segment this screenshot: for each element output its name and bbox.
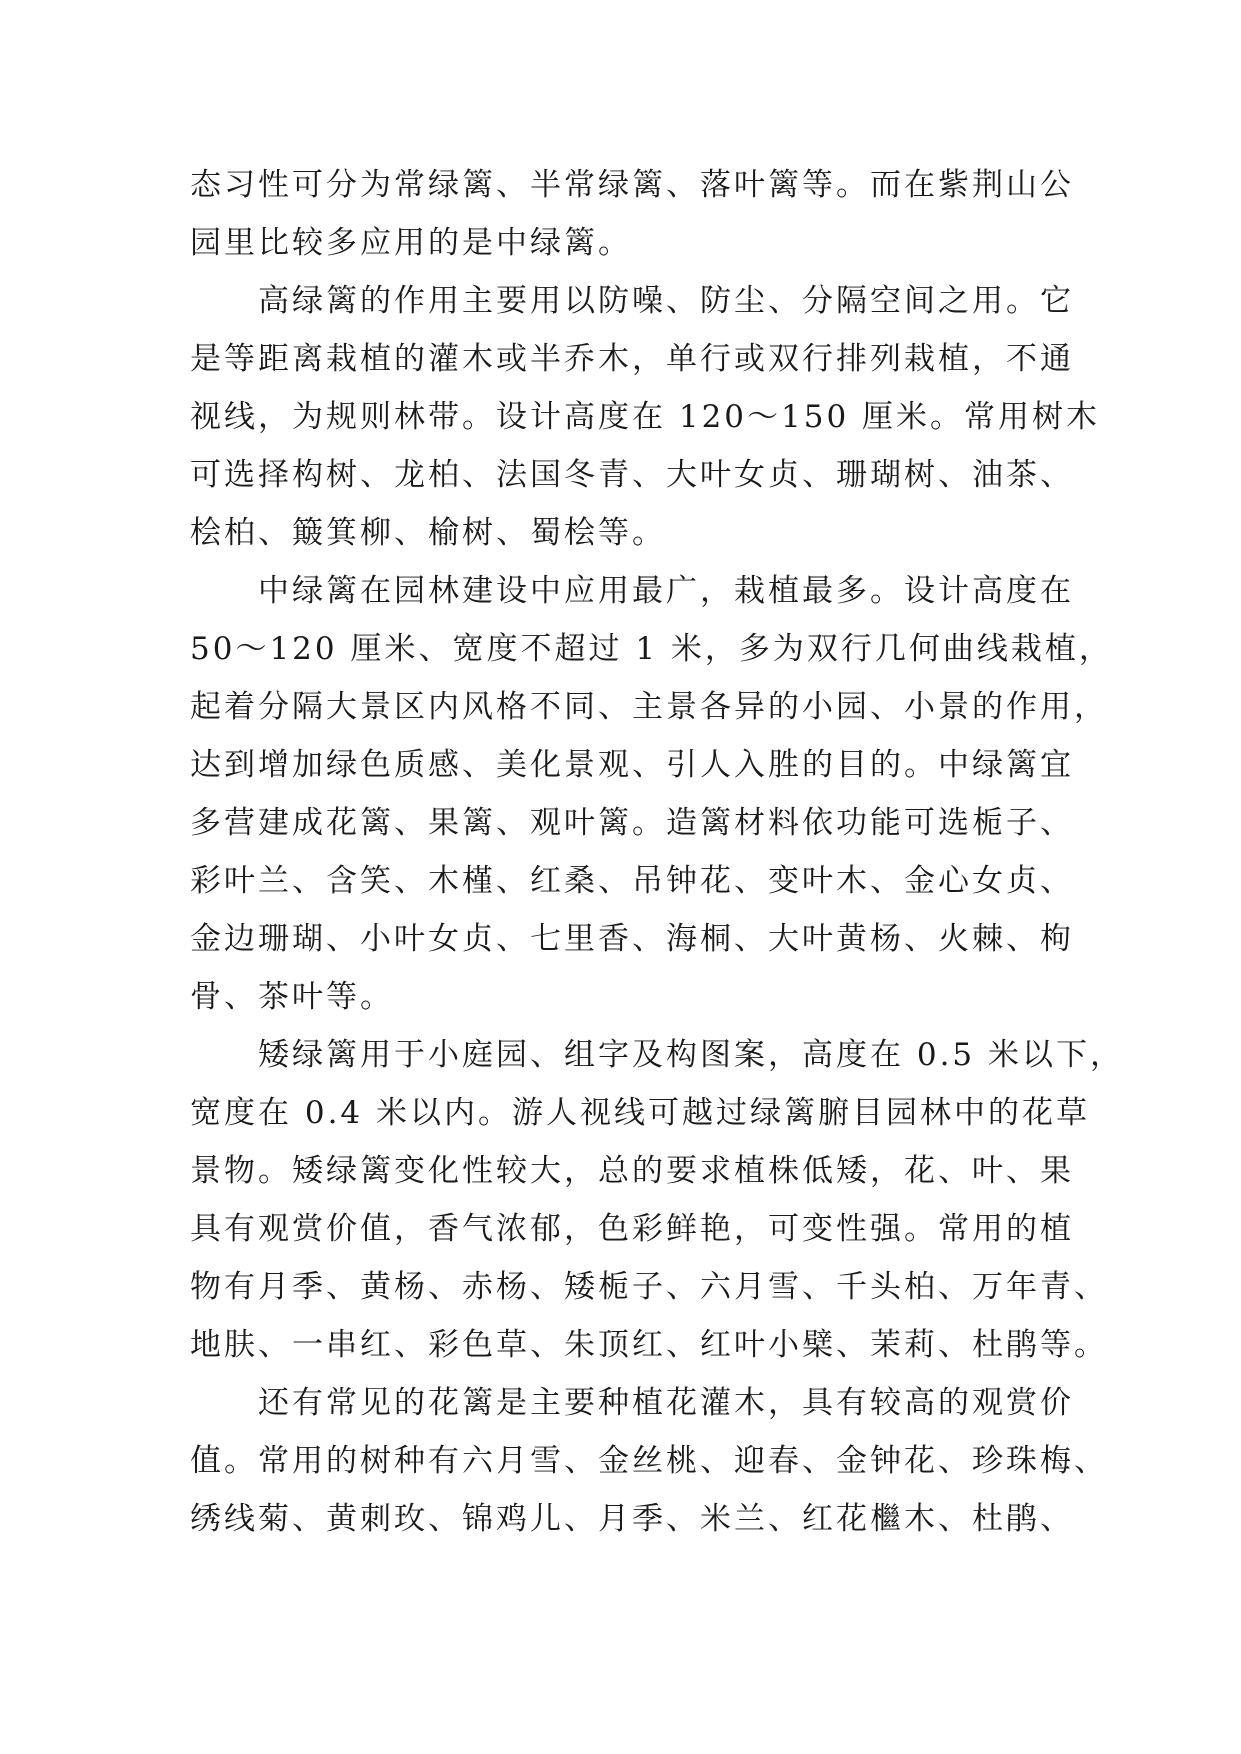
text-line: 50～120 厘米、宽度不超过 1 米，多为双行几何曲线栽植， <box>190 631 1113 667</box>
text-line: 中绿篱在园林建设中应用最广，栽植最多。设计高度在 <box>190 573 1074 609</box>
text-line: 态习性可分为常绿篱、半常绿篱、落叶篱等。而在紫荆山公 <box>190 167 1074 203</box>
paragraph-flower-hedge <box>190 1374 1108 1548</box>
text-line: 还有常见的花篱是主要种植花灌木，具有较高的观赏价 <box>190 1385 1074 1421</box>
text-line: 地肤、一串红、彩色草、朱顶红、红叶小檗、茉莉、杜鹃等。 <box>190 1327 1108 1363</box>
paragraph-hedge-types-continued <box>190 156 1074 272</box>
text-line: 起着分隔大景区内风格不同、主景各异的小园、小景的作用， <box>190 689 1108 725</box>
text-line: 宽度在 0.4 米以内。游人视线可越过绿篱腑目园林中的花草 <box>190 1095 1091 1131</box>
text-line: 高绿篱的作用主要用以防噪、防尘、分隔空间之用。它 <box>190 283 1074 319</box>
text-line: 是等距离栽植的灌木或半乔木，单行或双行排列栽植，不通 <box>190 341 1074 377</box>
text-line: 景物。矮绿篱变化性较大，总的要求植株低矮，花、叶、果 <box>190 1153 1074 1189</box>
paragraph-tall-hedge <box>190 272 1101 562</box>
text-line: 值。常用的树种有六月雪、金丝桃、迎春、金钟花、珍珠梅、 <box>190 1443 1108 1479</box>
body-text <box>190 156 1125 1548</box>
text-line: 具有观赏价值，香气浓郁，色彩鲜艳，可变性强。常用的植 <box>190 1211 1074 1247</box>
text-line: 桧柏、簸箕柳、榆树、蜀桧等。 <box>190 515 666 551</box>
text-line: 视线，为规则林带。设计高度在 120～150 厘米。常用树木 <box>190 399 1101 435</box>
text-line: 骨、茶叶等。 <box>190 979 394 1015</box>
paragraph-low-hedge <box>190 1026 1125 1374</box>
text-line: 可选择构树、龙柏、法国冬青、大叶女贞、珊瑚树、油茶、 <box>190 457 1074 493</box>
text-line: 彩叶兰、含笑、木槿、红桑、吊钟花、变叶木、金心女贞、 <box>190 863 1074 899</box>
text-line: 矮绿篱用于小庭园、组字及构图案，高度在 0.5 米以下， <box>190 1037 1125 1073</box>
text-line: 多营建成花篱、果篱、观叶篱。造篱材料依功能可选栀子、 <box>190 805 1074 841</box>
text-line: 金边珊瑚、小叶女贞、七里香、海桐、大叶黄杨、火棘、枸 <box>190 921 1074 957</box>
text-line: 绣线菊、黄刺玫、锦鸡儿、月季、米兰、红花檵木、杜鹃、 <box>190 1501 1074 1537</box>
paragraph-medium-hedge <box>190 562 1113 1026</box>
text-line: 园里比较多应用的是中绿篱。 <box>190 225 632 261</box>
text-line: 物有月季、黄杨、赤杨、矮栀子、六月雪、千头柏、万年青、 <box>190 1269 1108 1305</box>
text-line: 达到增加绿色质感、美化景观、引人入胜的目的。中绿篱宜 <box>190 747 1074 783</box>
